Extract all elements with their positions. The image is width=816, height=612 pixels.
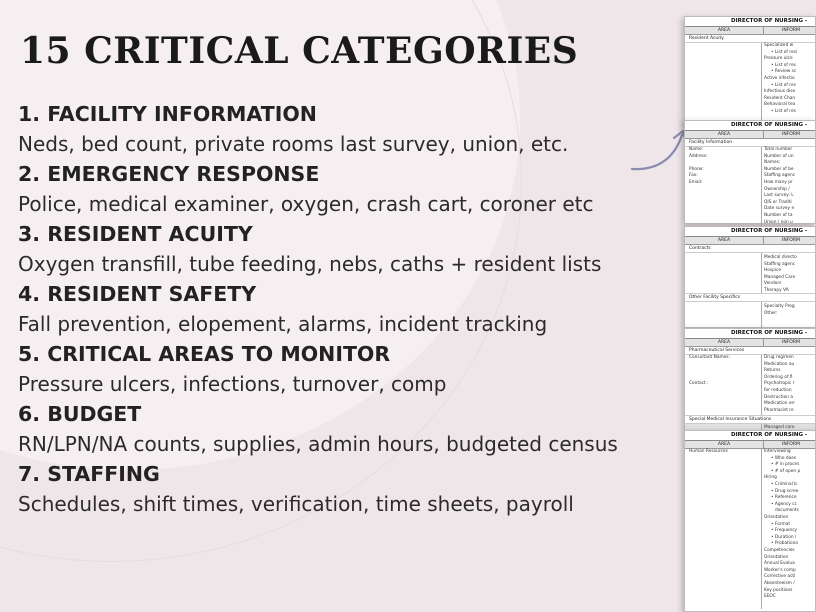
document-line: Number of ta bbox=[764, 213, 793, 218]
document-table-body bbox=[685, 43, 815, 123]
document-line: Absenteeism / bbox=[764, 581, 795, 586]
category-item bbox=[18, 400, 678, 460]
document-line: • # of open p bbox=[771, 468, 801, 474]
document-table-header bbox=[685, 131, 815, 139]
document-line: • Agency cc bbox=[771, 501, 797, 507]
document-table-header bbox=[685, 339, 815, 347]
document-line: Managed Care bbox=[764, 274, 796, 280]
document-line: Ownership / bbox=[764, 186, 790, 192]
category-item bbox=[18, 460, 678, 520]
column-divider bbox=[761, 449, 762, 609]
area-column-header: AREA bbox=[685, 27, 764, 34]
document-line: Names: bbox=[764, 160, 781, 166]
document-title: DIRECTOR OF NURSING - bbox=[685, 329, 815, 339]
document-line: Staffing agenc bbox=[764, 173, 796, 179]
document-line: Orientation bbox=[764, 554, 789, 560]
category-title: 2. EMERGENCY RESPONSE bbox=[18, 162, 320, 186]
document-line: Phone: bbox=[689, 166, 704, 172]
document-line: • Drug scree bbox=[771, 488, 799, 494]
document-line: Interviewing bbox=[764, 449, 791, 454]
document-line: Key positions bbox=[764, 587, 793, 593]
document-section-label: Special Medical Insurance Situations bbox=[685, 415, 815, 424]
document-line: Ordering of fl bbox=[764, 374, 793, 380]
document-section-label: Contracts bbox=[685, 245, 815, 253]
column-divider bbox=[761, 147, 762, 227]
document-line: Psychotropic r bbox=[764, 381, 795, 387]
document-preview-page bbox=[684, 120, 816, 224]
document-line: Hiring bbox=[764, 475, 777, 481]
document-line: Pharmacist re bbox=[764, 407, 794, 413]
document-line: for reduction bbox=[764, 388, 792, 393]
document-line: Specialty Prog bbox=[764, 304, 795, 309]
document-section-label: Other Facility Specifics bbox=[685, 293, 815, 302]
document-line: • Format bbox=[771, 521, 791, 527]
document-line: • Duration / bbox=[771, 534, 797, 540]
category-item bbox=[18, 220, 678, 280]
document-line: Address: bbox=[689, 153, 708, 159]
document-line: Hospice bbox=[764, 268, 782, 274]
column-divider bbox=[761, 43, 762, 123]
category-description: RN/LPN/NA counts, supplies, admin hours, budgeted census bbox=[18, 432, 618, 456]
document-table-body bbox=[685, 355, 815, 415]
info-column-header: INFORM bbox=[782, 132, 800, 137]
category-description: Oxygen transfill, tube feeding, nebs, caths + resident lists bbox=[18, 252, 602, 276]
category-description: Pressure ulcers, infections, turnover, comp bbox=[18, 372, 447, 396]
document-title: DIRECTOR OF NURSING - bbox=[685, 431, 815, 441]
category-title: 6. BUDGET bbox=[18, 402, 142, 426]
document-line: Orientation bbox=[764, 515, 789, 520]
document-line: EEOC bbox=[764, 594, 776, 600]
document-table-header bbox=[685, 441, 815, 449]
document-line: Name: bbox=[689, 147, 704, 152]
document-line: Consultant Names: bbox=[689, 355, 730, 360]
document-table-header bbox=[685, 27, 815, 35]
document-line: • Probationa bbox=[771, 541, 798, 547]
document-line: Returns bbox=[764, 368, 781, 374]
document-line: • Review sc bbox=[771, 69, 797, 75]
document-line: Last survey: L bbox=[764, 193, 794, 199]
document-line: Behavioral tea bbox=[764, 102, 796, 108]
document-preview-page bbox=[684, 430, 816, 612]
document-line: Total number bbox=[764, 147, 793, 152]
document-line: Corrective acti bbox=[764, 574, 796, 580]
document-preview-page bbox=[684, 328, 816, 430]
document-line: Annual Evalua bbox=[764, 561, 795, 567]
area-column-header: AREA bbox=[685, 237, 764, 244]
document-line: Infectious dise bbox=[764, 89, 796, 95]
area-column-header: AREA bbox=[685, 339, 764, 346]
document-table-header bbox=[685, 237, 815, 245]
document-title: DIRECTOR OF NURSING - bbox=[685, 121, 815, 131]
document-line: • Criminal b bbox=[771, 482, 797, 487]
document-title: DIRECTOR OF NURSING - bbox=[685, 227, 815, 237]
document-line: • Reference bbox=[771, 495, 797, 501]
main-heading: 15 CRITICAL CATEGORIES bbox=[20, 30, 579, 72]
category-description: Schedules, shift times, verification, time sheets, payroll bbox=[18, 492, 574, 516]
document-line: Drug regimen bbox=[764, 355, 794, 360]
document-line: Specialized w bbox=[764, 43, 794, 48]
document-preview-page bbox=[684, 16, 816, 126]
category-title: 4. RESIDENT SAFETY bbox=[18, 282, 257, 306]
category-description: Neds, bed count, private rooms last survey, union, etc. bbox=[18, 132, 569, 156]
document-line: Active infectio bbox=[764, 76, 795, 81]
document-line: Vendors bbox=[764, 281, 782, 287]
document-line: Managed care bbox=[764, 425, 795, 430]
document-line: • List of res bbox=[771, 62, 796, 68]
document-line: Therapy VA bbox=[764, 288, 789, 293]
category-item bbox=[18, 160, 678, 220]
document-line: Date survey e bbox=[764, 206, 795, 212]
document-line: Union / non u bbox=[764, 219, 793, 225]
info-column-header: INFORM bbox=[782, 238, 800, 243]
category-list bbox=[18, 100, 678, 520]
document-section-label: Pharmaceutical Services bbox=[685, 347, 815, 355]
category-title: 5. CRITICAL AREAS TO MONITOR bbox=[18, 342, 391, 366]
category-item bbox=[18, 340, 678, 400]
document-line: How many pr bbox=[764, 180, 793, 185]
document-table-body bbox=[685, 147, 815, 227]
document-line: documents bbox=[775, 508, 799, 514]
document-section-label: Resident Acuity bbox=[685, 35, 815, 43]
category-description: Police, medical examiner, oxygen, crash cart, coroner etc bbox=[18, 192, 594, 216]
document-line: Fax: bbox=[689, 173, 698, 179]
document-line: Staffing agenc bbox=[764, 261, 796, 267]
document-section-label: Human Resources bbox=[689, 449, 728, 454]
area-column-header: AREA bbox=[685, 131, 764, 138]
document-preview-page bbox=[684, 226, 816, 328]
document-line: • Who does bbox=[771, 455, 797, 461]
document-line: • List of res bbox=[771, 109, 796, 114]
category-item bbox=[18, 280, 678, 340]
category-title: 1. FACILITY INFORMATION bbox=[18, 102, 317, 126]
document-table-body bbox=[685, 449, 815, 609]
category-item bbox=[18, 100, 678, 160]
document-line: Number of un bbox=[764, 153, 794, 159]
category-description: Fall prevention, elopement, alarms, incident tracking bbox=[18, 312, 548, 336]
document-line: Destruction a bbox=[764, 394, 793, 400]
document-line: • List of resi bbox=[771, 49, 798, 55]
document-title: DIRECTOR OF NURSING - bbox=[685, 17, 815, 27]
area-column-header: AREA bbox=[685, 441, 764, 448]
document-table-body bbox=[685, 253, 815, 293]
column-divider bbox=[761, 253, 762, 293]
info-column-header: INFORM bbox=[782, 28, 800, 33]
document-line: Resident Chan bbox=[764, 95, 796, 101]
category-title: 7. STAFFING bbox=[18, 462, 160, 486]
document-line: • Frequency bbox=[771, 528, 798, 534]
document-line: Pressure ulce bbox=[764, 56, 793, 62]
document-line: Medication au bbox=[764, 361, 795, 367]
document-line: • # in proces bbox=[771, 462, 800, 468]
document-line: Contact : bbox=[689, 381, 709, 387]
document-line: Number of be bbox=[764, 166, 794, 172]
document-line: • List of res bbox=[771, 82, 796, 88]
document-line: Medical directo bbox=[764, 255, 797, 260]
document-line: Worker's comp bbox=[764, 567, 796, 573]
document-line: Email: bbox=[689, 180, 703, 185]
category-title: 3. RESIDENT ACUITY bbox=[18, 222, 253, 246]
curved-arrow-icon bbox=[630, 125, 690, 175]
document-line: Other: bbox=[764, 310, 778, 316]
info-column-header: INFORM bbox=[782, 442, 800, 447]
info-column-header: INFORM bbox=[782, 340, 800, 345]
document-section-label: Facility Information bbox=[685, 139, 815, 147]
document-line: Medication err bbox=[764, 401, 795, 407]
column-divider bbox=[761, 355, 762, 415]
document-line: QIS or Traditi bbox=[764, 199, 792, 205]
document-line: Competencies bbox=[764, 548, 795, 553]
